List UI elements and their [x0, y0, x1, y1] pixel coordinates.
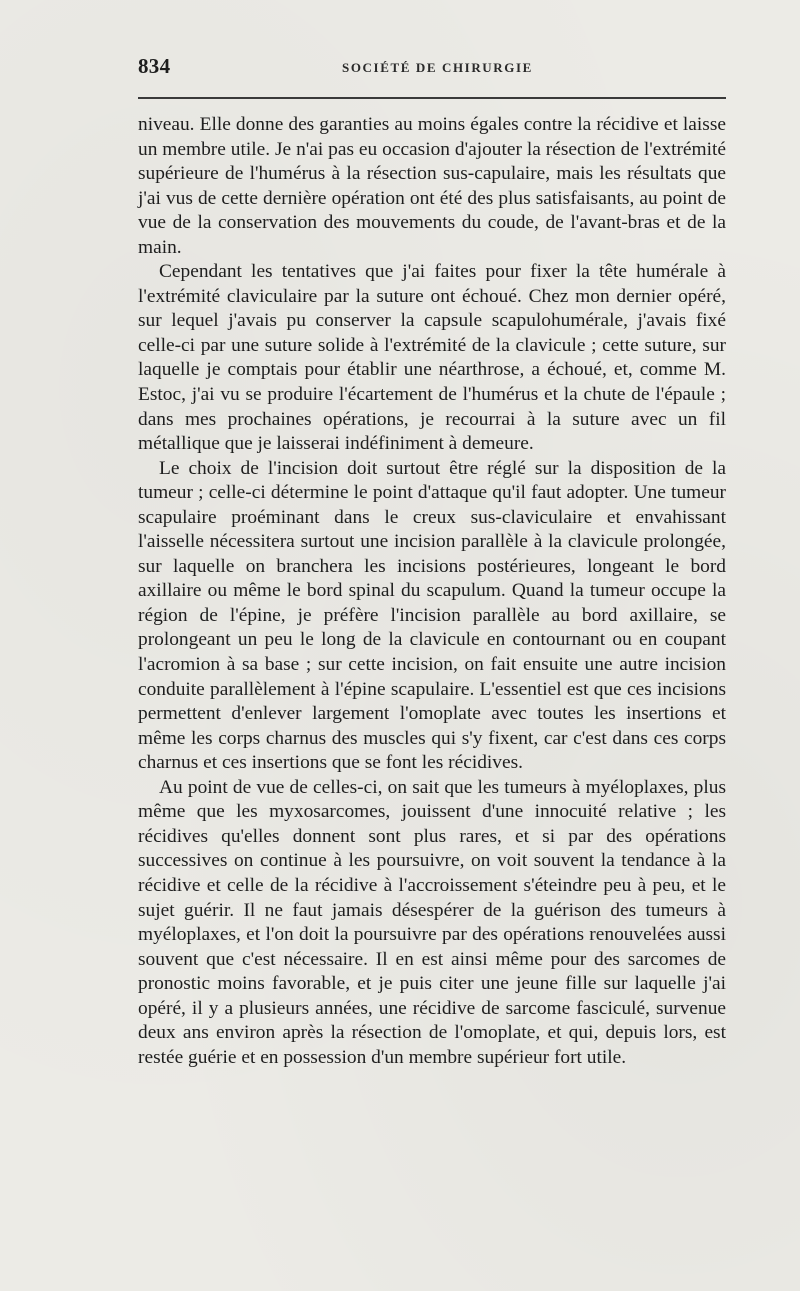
page-number: 834: [138, 54, 171, 78]
paragraph: Le choix de l'incision doit surtout être réglé sur la disposition de la tumeur ; celle-ci détermine le point d'attaque qu'il faut adopter. Une tumeur scapulaire proéminant dans le creux sus-claviculaire et envahissant l'aisselle nécessitera surtout une incision parallèle à la clavicule prolongée, sur laquelle on branchera les incisions postérieures, longeant le bord axillaire ou même le bord spinal du scapulum. Quand la tumeur occupe la région de l'épine, je préfère l'incision parallèle au bord axillaire, se prolongeant un peu le long de la clavicule en contournant ou en coupant l'acromion à sa base ; sur cette incision, on fait ensuite une autre incision conduite parallèlement à l'épine scapulaire. L'essentiel est que ces incisions permettent d'enlever largement l'omoplate avec toutes les insertions et même les corps charnus des muscles qui s'y fixent, car c'est dans ces corps charnus et ces insertions que se font les récidives.: [138, 457, 726, 774]
paragraph: Cependant les tentatives que j'ai faites pour fixer la tête humérale à l'extrémité claviculaire par la suture ont échoué. Chez mon dernier opéré, sur lequel j'avais pu conserver la capsule scapulohumérale, j'avais fixé celle-ci par une suture solide à l'extrémité de la clavicule ; cette suture, sur laquelle je comptais pour établir une néarthrose, a échoué, et, comme M. Estoc, j'ai vu se produire l'écartement de l'humérus et la chute de l'épaule ; dans mes prochaines opérations, je recourrai à la suture avec un fil métallique que je laisserai indéfiniment à demeure.: [138, 261, 726, 455]
body-text: [138, 113, 726, 1070]
header-rule: [138, 97, 726, 99]
paragraph: niveau. Elle donne des garanties au moins égales contre la récidive et laisse un membre utile. Je n'ai pas eu occasion d'ajouter la résection de l'extrémité supérieure de l'humérus à la résection sus-capulaire, mais les résultats que j'ai vus de cette dernière opération ont été des plus satisfaisants, au point de vue de la conservation des mouvements du coude, de l'avant-bras et de la main.: [138, 114, 726, 258]
page-header: [138, 54, 726, 80]
paragraph: Au point de vue de celles-ci, on sait que les tumeurs à myéloplaxes, plus même que les myxosarcomes, jouissent d'une innocuité relative ; les récidives qu'elles donnent sont plus rares, et si par des opérations successives on continue à les poursuivre, on voit souvent la tendance à la récidive et celle de la récidive à l'accroissement s'éteindre peu à peu, et le sujet guérir. Il ne faut jamais désespérer de la guérison des tumeurs à myéloplaxes, et l'on doit la poursuivre par des opérations renouvelées aussi souvent que c'est nécessaire. Il en est ainsi même pour des sarcomes de pronostic moins favorable, et je puis citer une jeune fille sur laquelle j'ai opéré, il y a plusieurs années, une récidive de sarcome fasciculé, survenue deux ans environ après la résection de l'omoplate, et qui, depuis lors, est restée guérie et en possession d'un membre supérieur fort utile.: [138, 776, 726, 1068]
running-title: SOCIÉTÉ DE CHIRURGIE: [342, 60, 533, 75]
